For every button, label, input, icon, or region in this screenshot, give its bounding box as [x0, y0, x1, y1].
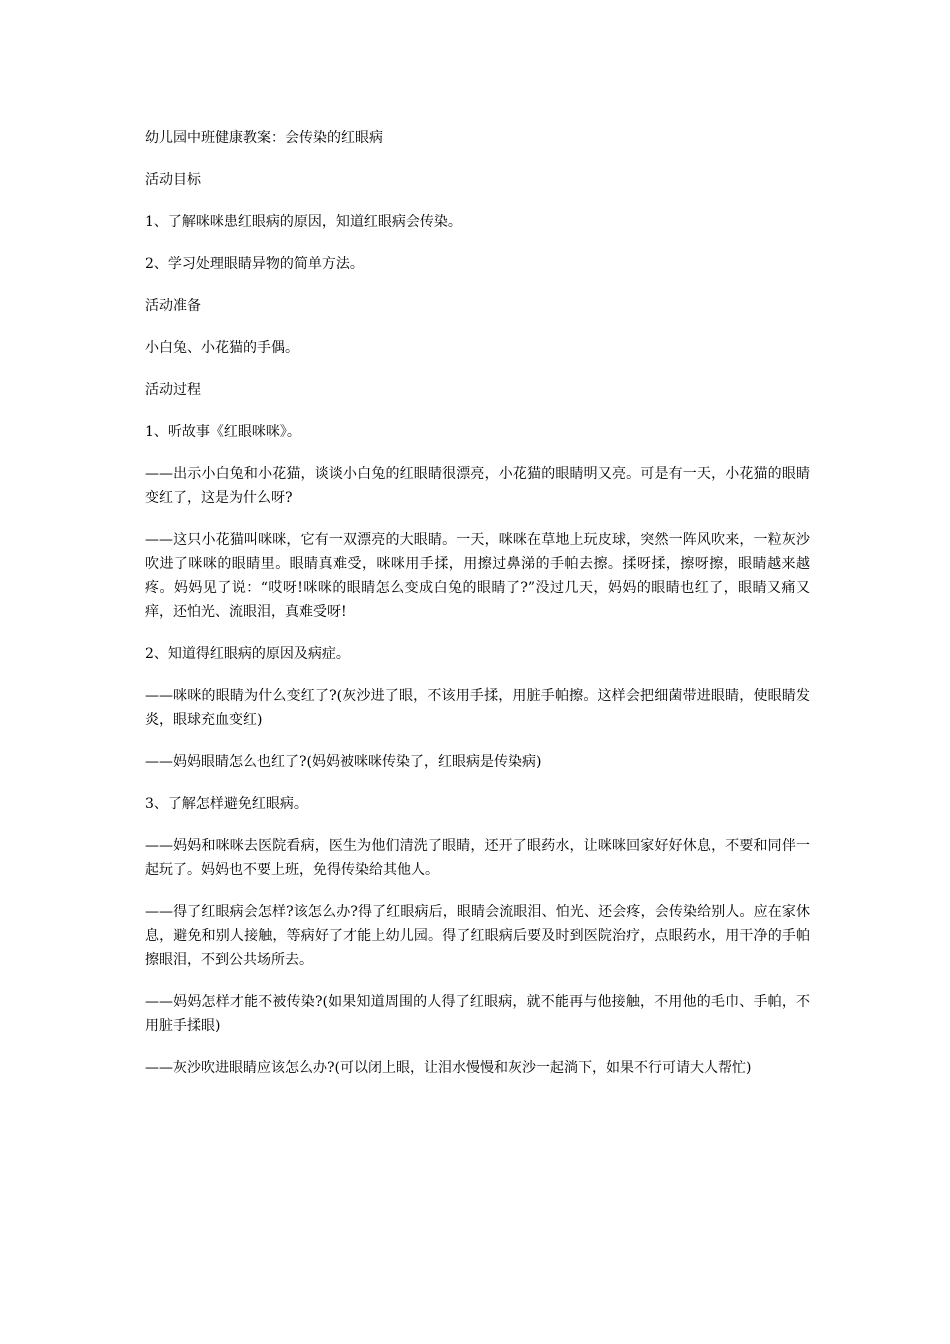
- document-title: 幼儿园中班健康教案：会传染的红眼病: [145, 130, 383, 146]
- paragraph: 1、了解咪咪患红眼病的原因，知道红眼病会传染。: [145, 214, 462, 230]
- paragraph: ——灰沙吹进眼睛应该怎么办?(可以闭上眼，让泪水慢慢和灰沙一起淌下，如果不行可请大人帮忙): [145, 1060, 752, 1076]
- section-heading-goals: 活动目标: [145, 172, 201, 188]
- paragraph: 小白兔、小花猫的手偶。: [145, 340, 299, 356]
- paragraph: ——这只小花猫叫咪咪，它有一双漂亮的大眼睛。一天，咪咪在草地上玩皮球，突然一阵风吹来，一粒灰沙吹进了咪咪的眼睛里。眼睛真难受，咪咪用手揉，用擦过鼻涕的手帕去擦。揉呀揉，擦呀擦，眼睛越来越疼。妈妈见了说：“哎呀!咪咪的眼睛怎么变成白兔的眼睛了?”没过几天，妈妈的眼睛也红了，眼睛又痛又痒，还怕光、流眼泪，真难受呀!: [145, 532, 810, 620]
- paragraph: 2、知道得红眼病的原因及病症。: [145, 646, 350, 662]
- paragraph: ——妈妈怎样才能不被传染?(如果知道周围的人得了红眼病，就不能再与他接触，不用他的毛巾、手帕，不用脏手揉眼): [145, 994, 810, 1034]
- paragraph: ——妈妈眼睛怎么也红了?(妈妈被咪咪传染了，红眼病是传染病): [145, 754, 542, 770]
- paragraph: ——咪咪的眼睛为什么变红了?(灰沙进了眼，不该用手揉，用脏手帕擦。这样会把细菌带进眼睛，使眼睛发炎，眼球充血变红): [145, 688, 810, 728]
- paragraph: ——妈妈和咪咪去医院看病，医生为他们清洗了眼睛，还开了眼药水，让咪咪回家好好休息，不要和同伴一起玩了。妈妈也不要上班，免得传染给其他人。: [145, 838, 810, 878]
- paragraph: 1、听故事《红眼咪咪》。: [145, 424, 301, 440]
- paragraph: 3、了解怎样避免红眼病。: [145, 796, 308, 812]
- paragraph: ——得了红眼病会怎样?该怎么办?得了红眼病后，眼睛会流眼泪、怕光、还会疼，会传染给别人。应在家休息，避免和别人接触，等病好了才能上幼儿园。得了红眼病后要及时到医院治疗，点眼药水，用干净的手帕擦眼泪，不到公共场所去。: [145, 904, 810, 968]
- section-heading-preparation: 活动准备: [145, 298, 201, 314]
- section-heading-process: 活动过程: [145, 382, 201, 398]
- paragraph: ——出示小白兔和小花猫，谈谈小白兔的红眼睛很漂亮，小花猫的眼睛明又亮。可是有一天，小花猫的眼睛变红了，这是为什么呀?: [145, 466, 810, 506]
- paragraph: 2、学习处理眼睛异物的简单方法。: [145, 256, 364, 272]
- document-page: [145, 126, 810, 1098]
